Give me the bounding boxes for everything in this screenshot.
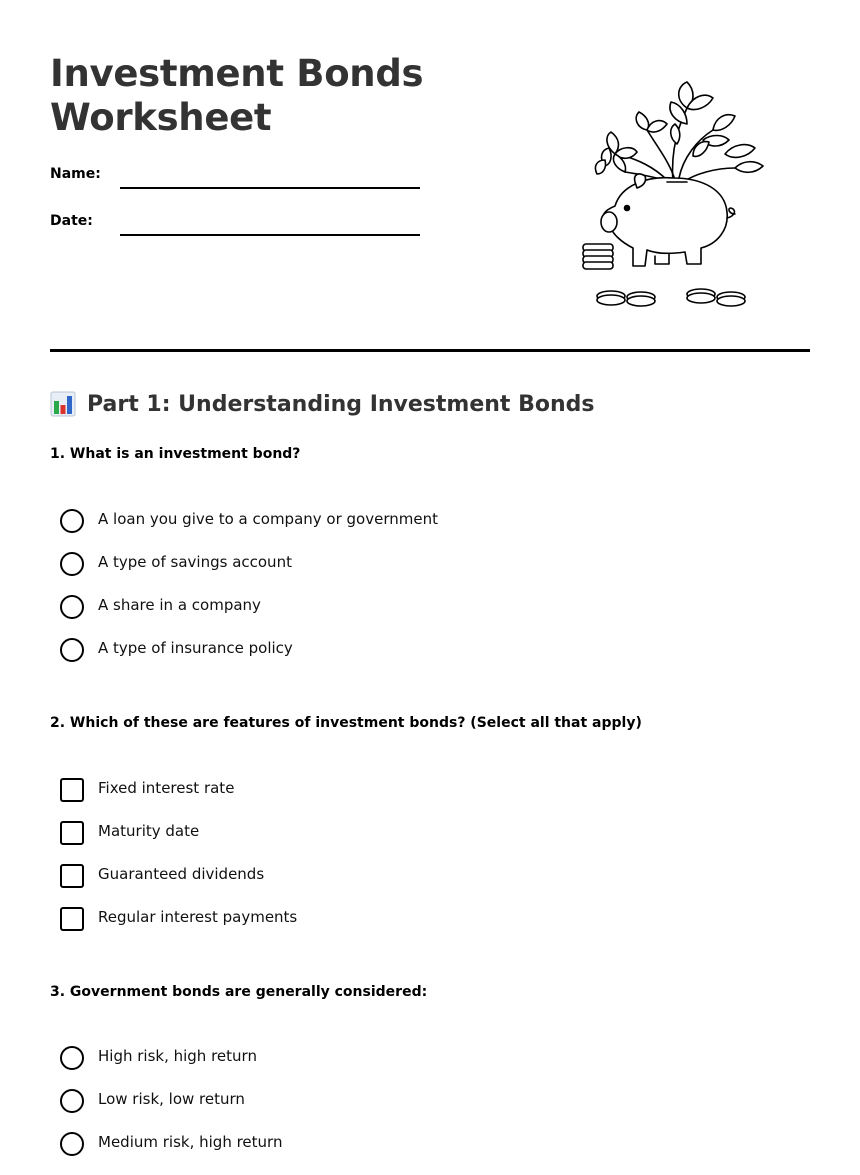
question-2-option[interactable] bbox=[60, 821, 297, 864]
name-input[interactable] bbox=[120, 187, 420, 189]
option-label: Regular interest payments bbox=[98, 908, 298, 926]
date-label: Date: bbox=[50, 213, 93, 229]
question-3: 3. Government bonds are generally considered: bbox=[50, 984, 428, 1000]
option-label: High risk, high return bbox=[98, 1047, 257, 1065]
radio-button[interactable] bbox=[60, 552, 84, 576]
date-input[interactable] bbox=[120, 234, 420, 236]
radio-button[interactable] bbox=[60, 1046, 84, 1070]
question-1-options bbox=[60, 509, 438, 681]
radio-button[interactable] bbox=[60, 1132, 84, 1156]
question-3-option[interactable] bbox=[60, 1089, 282, 1132]
radio-button[interactable] bbox=[60, 1089, 84, 1113]
question-2-option[interactable] bbox=[60, 778, 297, 821]
option-label: A loan you give to a company or government bbox=[98, 510, 438, 528]
question-2: 2. Which of these are features of investment bonds? (Select all that apply) bbox=[50, 715, 642, 731]
question-2-option[interactable] bbox=[60, 907, 297, 950]
piggy-bank-with-money-tree-icon bbox=[575, 78, 775, 318]
checkbox[interactable] bbox=[60, 864, 84, 888]
option-label: A type of insurance policy bbox=[98, 639, 293, 657]
name-label: Name: bbox=[50, 166, 101, 182]
option-label: Low risk, low return bbox=[98, 1090, 245, 1108]
question-3-option[interactable] bbox=[60, 1046, 282, 1089]
question-1-option[interactable] bbox=[60, 509, 438, 552]
question-2-option[interactable] bbox=[60, 864, 297, 907]
question-1-option[interactable] bbox=[60, 638, 438, 681]
question-2-options bbox=[60, 778, 297, 950]
option-label: A type of savings account bbox=[98, 553, 292, 571]
question-1: 1. What is an investment bond? bbox=[50, 446, 301, 462]
radio-button[interactable] bbox=[60, 595, 84, 619]
question-1-option[interactable] bbox=[60, 552, 438, 595]
question-1-option[interactable] bbox=[60, 595, 438, 638]
part-1-heading bbox=[50, 388, 594, 420]
date-field bbox=[50, 207, 420, 237]
question-3-options bbox=[60, 1046, 282, 1175]
bar-chart-icon bbox=[50, 391, 76, 417]
title-line-1: Investment Bonds bbox=[50, 52, 424, 95]
title-line-2: Worksheet bbox=[50, 96, 272, 139]
option-label: A share in a company bbox=[98, 596, 261, 614]
radio-button[interactable] bbox=[60, 638, 84, 662]
option-label: Guaranteed dividends bbox=[98, 865, 265, 883]
option-label: Maturity date bbox=[98, 822, 200, 840]
checkbox[interactable] bbox=[60, 907, 84, 931]
part-1-title: Part 1: Understanding Investment Bonds bbox=[87, 391, 595, 417]
option-label: Fixed interest rate bbox=[98, 779, 235, 797]
worksheet-title bbox=[50, 52, 430, 140]
header-divider bbox=[50, 349, 810, 352]
radio-button[interactable] bbox=[60, 509, 84, 533]
checkbox[interactable] bbox=[60, 778, 84, 802]
checkbox[interactable] bbox=[60, 821, 84, 845]
question-3-option[interactable] bbox=[60, 1132, 282, 1175]
name-field bbox=[50, 160, 420, 190]
option-label: Medium risk, high return bbox=[98, 1133, 283, 1151]
